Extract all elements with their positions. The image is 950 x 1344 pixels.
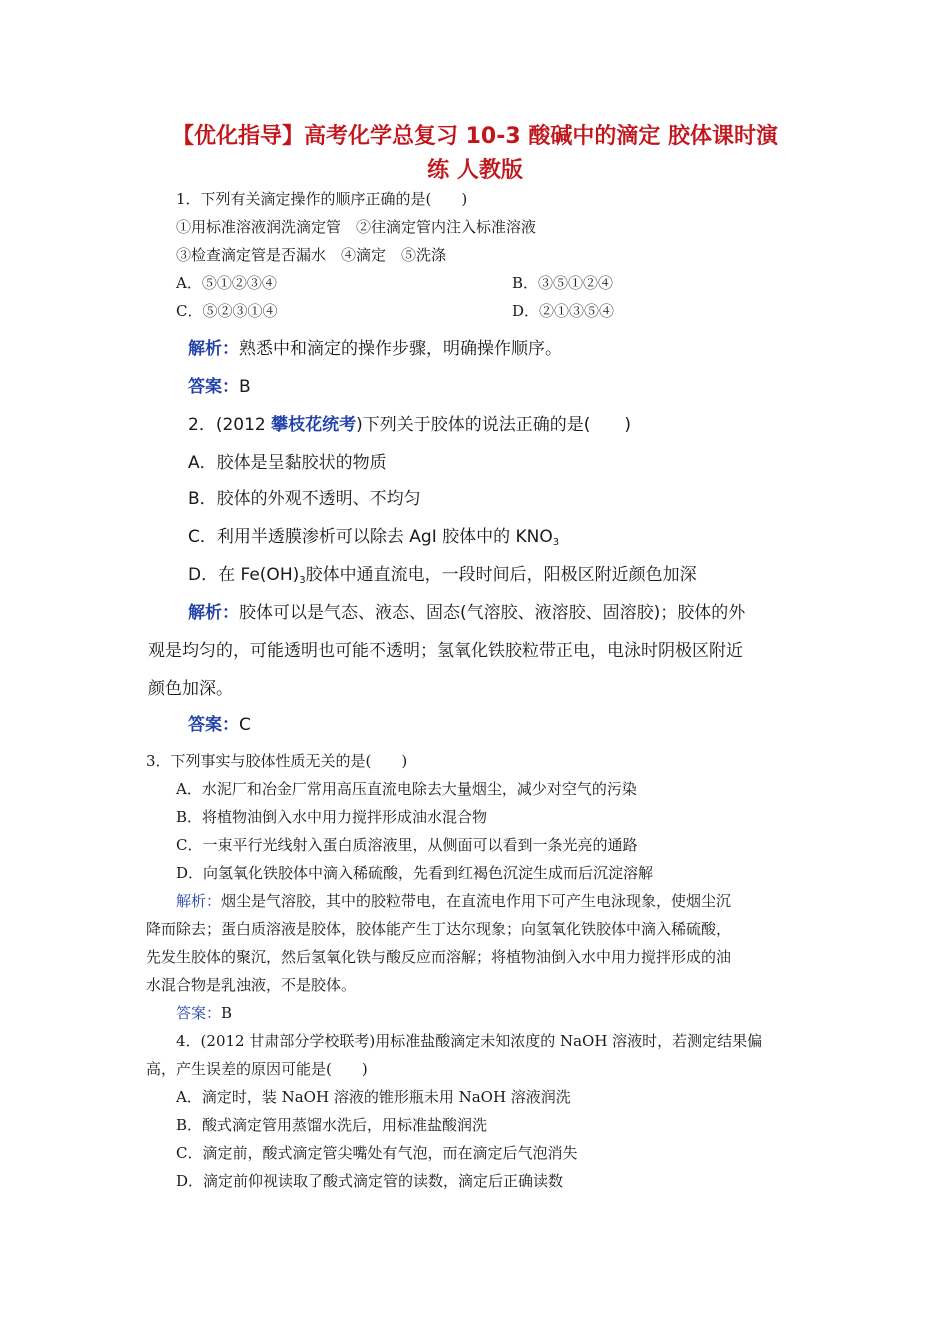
q1-analysis-label: 解析： [188, 339, 239, 359]
q1-option-c: C．⑤②③①④ [176, 302, 278, 320]
q2-analysis-line-2: 观是均匀的，可能透明也可能不透明；氢氧化铁胶粒带正电，电泳时阴极区附近 [148, 641, 743, 661]
q2-analysis-line-3: 颜色加深。 [148, 679, 233, 699]
q3-answer-value: B [221, 1004, 233, 1022]
q2-option-c-text: C．利用半透膜渗析可以除去 AgI 胶体中的 KNO [188, 527, 553, 547]
q1-items-2: ③检查滴定管是否漏水 ④滴定 ⑤洗涤 [176, 246, 447, 264]
q3-answer [176, 1002, 232, 1023]
q2-answer [188, 710, 251, 735]
q3-option-a: A．水泥厂和冶金厂常用高压直流电除去大量烟尘，减少对空气的污染 [176, 780, 637, 798]
q4-option-c: C．滴定前，酸式滴定管尖嘴处有气泡，而在滴定后气泡消失 [176, 1144, 578, 1162]
q2-option-c-subscript: 3 [552, 537, 560, 548]
q2-answer-label: 答案： [188, 715, 239, 735]
q1-option-d: D．②①③⑤④ [512, 302, 615, 320]
q1-answer-label: 答案： [188, 377, 239, 397]
q2-option-d-text-2: 胶体中通直流电，一段时间后，阳极区附近颜色加深 [305, 565, 697, 585]
q2-number: 2．(2012 [188, 415, 272, 435]
q3-analysis-line-2: 降而除去；蛋白质溶液是胶体，胶体能产生丁达尔现象；向氢氧化铁胶体中滴入稀硫酸， [146, 920, 732, 938]
q3-analysis-line-1 [176, 890, 731, 911]
q1-analysis [188, 334, 562, 359]
q2-analysis-line-1 [188, 598, 745, 623]
q2-option-b: B．胶体的外观不透明、不均匀 [188, 489, 421, 509]
q2-source: 攀枝花统考 [271, 415, 357, 435]
q4-stem-line-1: 4．(2012 甘肃部分学校联考)用标准盐酸滴定未知浓度的 NaOH 溶液时，若测定结果偏 [176, 1032, 763, 1050]
q4-option-b: B．酸式滴定管用蒸馏水洗后，用标准盐酸润洗 [176, 1116, 488, 1134]
q3-option-d: D．向氢氧化铁胶体中滴入稀硫酸，先看到红褐色沉淀生成而后沉淀溶解 [176, 864, 654, 882]
q1-items-1: ①用标准溶液润洗滴定管 ②往滴定管内注入标准溶液 [176, 218, 537, 236]
q3-stem: 3．下列事实与胶体性质无关的是( ) [146, 752, 408, 770]
q3-analysis-line-4: 水混合物是乳浊液，不是胶体。 [146, 976, 357, 994]
q3-option-b: B．将植物油倒入水中用力搅拌形成油水混合物 [176, 808, 488, 826]
title-line-2: 练 人教版 [427, 158, 523, 183]
q1-option-a: A．⑤①②③④ [176, 274, 277, 292]
q2-stem [188, 410, 631, 435]
q4-option-a: A．滴定时，装 NaOH 溶液的锥形瓶未用 NaOH 溶液润洗 [176, 1088, 571, 1106]
q2-analysis-label: 解析： [188, 603, 239, 623]
q1-stem: 1．下列有关滴定操作的顺序正确的是( ) [176, 190, 468, 208]
q3-analysis-line-3: 先发生胶体的聚沉，然后氢氧化铁与酸反应而溶解；将植物油倒入水中用力搅拌形成的油 [146, 948, 732, 966]
q2-answer-value: C [239, 715, 251, 735]
q1-answer [188, 372, 251, 397]
q3-analysis-text-1: 烟尘是气溶胶，其中的胶粒带电，在直流电作用下可产生电泳现象，使烟尘沉 [221, 892, 732, 910]
q2-option-d-subscript: 3 [299, 575, 306, 586]
q2-stem-text: )下列关于胶体的说法正确的是( ) [356, 415, 632, 435]
q4-option-d: D．滴定前仰视读取了酸式滴定管的读数，滴定后正确读数 [176, 1172, 564, 1190]
q4-stem-line-2: 高，产生误差的原因可能是( ) [146, 1060, 368, 1078]
q3-option-c: C．一束平行光线射入蛋白质溶液里，从侧面可以看到一条光亮的通路 [176, 836, 638, 854]
q1-option-b: B．③⑤①②④ [512, 274, 614, 292]
q1-answer-value: B [239, 377, 251, 397]
q2-option-c [188, 522, 559, 548]
title-line-1: 【优化指导】高考化学总复习 10-3 酸碱中的滴定 胶体课时演 [171, 124, 779, 149]
q3-answer-label: 答案： [176, 1004, 222, 1022]
q3-analysis-label: 解析： [176, 892, 222, 910]
q2-option-d [188, 560, 697, 586]
q2-option-a: A．胶体是呈黏胶状的物质 [188, 453, 387, 473]
q2-option-d-text-1: D．在 Fe(OH) [188, 565, 300, 585]
q2-analysis-text-1: 胶体可以是气态、液态、固态(气溶胶、液溶胶、固溶胶)；胶体的外 [239, 603, 746, 623]
document-title [0, 120, 950, 188]
q1-analysis-text: 熟悉中和滴定的操作步骤，明确操作顺序。 [239, 339, 562, 359]
